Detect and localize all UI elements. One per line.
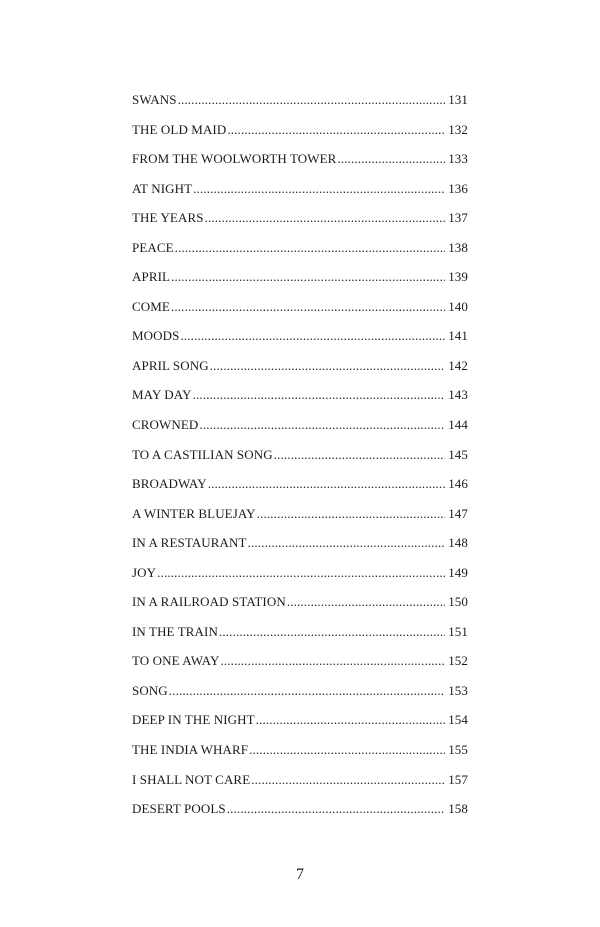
dot-leader <box>199 417 445 433</box>
toc-entry <box>132 269 468 299</box>
entry-page-number: 140 <box>448 298 468 314</box>
entry-title: A WINTER BLUEJAY <box>132 505 256 521</box>
entry-title: FROM THE WOOLWORTH TOWER <box>132 151 337 167</box>
dot-leader <box>287 594 445 610</box>
dot-leader <box>210 358 445 374</box>
toc-entry <box>132 624 468 654</box>
toc-entry <box>132 594 468 624</box>
entry-page-number: 157 <box>448 771 468 787</box>
entry-page-number: 148 <box>448 535 468 551</box>
dot-leader <box>256 712 445 728</box>
entry-title: MAY DAY <box>132 387 192 403</box>
entry-title: DESERT POOLS <box>132 801 226 817</box>
entry-page-number: 131 <box>448 92 468 107</box>
entry-page-number: 133 <box>448 151 468 167</box>
dot-leader <box>180 328 445 344</box>
entry-title: TO A CASTILIAN SONG <box>132 446 273 462</box>
toc-entry <box>132 387 468 417</box>
entry-page-number: 152 <box>448 653 468 669</box>
dot-leader <box>193 181 445 197</box>
toc-entry <box>132 653 468 683</box>
entry-title: BROADWAY <box>132 476 207 492</box>
entry-page-number: 138 <box>448 239 468 255</box>
entry-page-number: 155 <box>448 742 468 758</box>
entry-title: PEACE <box>132 239 174 255</box>
table-of-contents <box>132 92 468 831</box>
dot-leader <box>193 387 445 403</box>
entry-page-number: 137 <box>448 210 468 226</box>
entry-title: JOY <box>132 564 157 580</box>
entry-page-number: 144 <box>448 417 468 433</box>
toc-entry <box>132 772 468 802</box>
dot-leader <box>249 742 445 758</box>
entry-title: APRIL SONG <box>132 357 209 373</box>
dot-leader <box>208 476 445 492</box>
entry-title: THE OLD MAID <box>132 121 227 137</box>
toc-entry <box>132 328 468 358</box>
dot-leader <box>178 92 445 108</box>
entry-page-number: 153 <box>448 682 468 698</box>
entry-page-number: 150 <box>448 594 468 610</box>
dot-leader <box>248 535 445 551</box>
page-number: 7 <box>296 866 304 883</box>
dot-leader <box>219 624 445 640</box>
entry-title: SWANS <box>132 92 177 107</box>
entry-title: AT NIGHT <box>132 180 193 196</box>
toc-entry <box>132 712 468 742</box>
dot-leader <box>220 653 445 669</box>
toc-entry <box>132 565 468 595</box>
dot-leader <box>175 240 445 256</box>
entry-title: IN A RESTAURANT <box>132 535 247 551</box>
entry-page-number: 154 <box>448 712 468 728</box>
toc-entry <box>132 506 468 536</box>
dot-leader <box>227 122 445 138</box>
dot-leader <box>274 447 445 463</box>
entry-page-number: 136 <box>448 180 468 196</box>
entry-title: COME <box>132 298 170 314</box>
entry-title: MOODS <box>132 328 180 344</box>
entry-title: APRIL <box>132 269 171 285</box>
toc-entry <box>132 299 468 329</box>
entry-page-number: 141 <box>448 328 468 344</box>
entry-title: THE INDIA WHARF <box>132 742 249 758</box>
toc-entry <box>132 742 468 772</box>
toc-entry <box>132 92 468 122</box>
toc-entry <box>132 240 468 270</box>
entry-title: SONG <box>132 682 168 698</box>
entry-page-number: 142 <box>448 357 468 373</box>
entry-title: CROWNED <box>132 417 199 433</box>
dot-leader <box>205 210 445 226</box>
dot-leader <box>257 506 445 522</box>
toc-entry <box>132 151 468 181</box>
toc-entry <box>132 358 468 388</box>
entry-page-number: 151 <box>448 623 468 639</box>
dot-leader <box>337 151 445 167</box>
entry-page-number: 139 <box>448 269 468 285</box>
entry-title: DEEP IN THE NIGHT <box>132 712 255 728</box>
entry-page-number: 132 <box>448 121 468 137</box>
dot-leader <box>171 269 445 285</box>
toc-entry <box>132 476 468 506</box>
toc-entry <box>132 801 468 831</box>
entry-page-number: 146 <box>448 476 468 492</box>
dot-leader <box>171 299 445 315</box>
entry-page-number: 145 <box>448 446 468 462</box>
dot-leader <box>169 683 445 699</box>
toc-entry <box>132 122 468 152</box>
toc-entry <box>132 447 468 477</box>
entry-title: IN A RAILROAD STATION <box>132 594 286 610</box>
toc-entry <box>132 417 468 447</box>
entry-title: I SHALL NOT CARE <box>132 771 251 787</box>
toc-entry <box>132 683 468 713</box>
toc-entry <box>132 181 468 211</box>
entry-title: TO ONE AWAY <box>132 653 220 669</box>
entry-page-number: 149 <box>448 564 468 580</box>
toc-entry <box>132 210 468 240</box>
entry-page-number: 143 <box>448 387 468 403</box>
entry-page-number: 147 <box>448 505 468 521</box>
dot-leader <box>251 772 445 788</box>
dot-leader <box>227 801 445 817</box>
dot-leader <box>157 565 445 581</box>
entry-title: THE YEARS <box>132 210 204 226</box>
toc-entry <box>132 535 468 565</box>
entry-title: IN THE TRAIN <box>132 623 218 639</box>
entry-page-number: 158 <box>448 801 468 817</box>
